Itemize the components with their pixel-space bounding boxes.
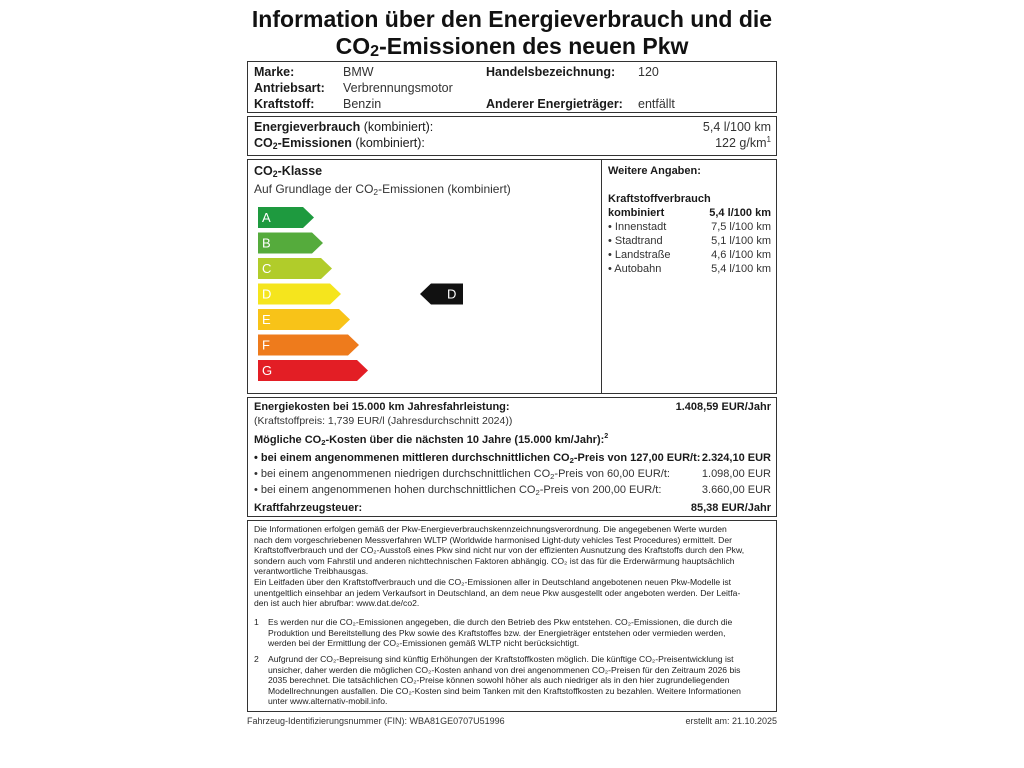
footnote-2-line: unsicher, daher werden die möglichen CO₂-Kosten anhand von drei angenommenen CO₂-Preisen für den Zeitraum 2026 bis — [268, 664, 741, 675]
drive-value: Verbrennungsmotor — [343, 81, 453, 95]
further-item-value: 4,6 l/100 km — [711, 249, 771, 261]
further-item-label: • Autobahn — [608, 263, 662, 275]
footnotes-intro-line: Die Informationen erfolgen gemäß der Pkw-Energieverbrauchskennzeichnungsverordnung. Die angegebenen Werte wurden — [254, 524, 727, 534]
vehicle-tax-value: 85,38 EUR/Jahr — [690, 502, 771, 514]
co2-class-g-letter: G — [262, 363, 273, 378]
co2-class-e-arrow — [258, 309, 350, 330]
footnote-2-line: 2035 berechnet. Die tatsächlichen CO₂-Preise können sowohl höher als auch niedriger als in den hier zugrundeliegenden — [268, 675, 730, 686]
co2-cost-row-label: • bei einem angenommenen mittleren durchschnittlichen $CO_2$-Preis von 127,00 EUR/t: — [254, 452, 701, 465]
footnote-1-line: Es werden nur die CO₂-Emissionen angegeben, die durch den Betrieb des Pkw entstehen. CO₂-Emissionen, die durch die — [268, 617, 733, 627]
further-item-value: 7,5 l/100 km — [711, 221, 771, 233]
footnote-2-line: Modellrechnungen ausfallen. Die CO₂-Kosten sind beim Tanken mit den Kraftstoffkosten zu bezahlen. Weitere Informationen — [268, 685, 741, 696]
co2-class-c-letter: C — [262, 261, 272, 276]
combined-label: kombiniert — [608, 207, 665, 219]
energy-consumption-label: Energieverbrauch (kombiniert): — [254, 120, 434, 134]
current-class-indicator — [420, 284, 463, 305]
co2-class-b-letter: B — [262, 235, 271, 251]
co2-class-f-letter: F — [262, 337, 270, 353]
co2-costs-heading: Mögliche $CO_2$-Kosten über die nächsten 10 Jahre (15.000 km/Jahr):$^2$ — [254, 432, 609, 447]
footnote-2 — [268, 654, 741, 707]
co2-cost-row-value: 3.660,00 EUR — [701, 484, 771, 496]
further-item-label: • Innenstadt — [608, 221, 667, 233]
footnote-1 — [268, 617, 732, 649]
co2-emissions-label: $CO_2$-Emissionen (kombiniert): — [254, 136, 425, 151]
page-title-line1: Information über den Energieverbrauch und die — [251, 6, 773, 32]
footnotes-intro-line: den ist auch hier abrufbar: www.dat.de/co2. — [254, 598, 420, 609]
vehicle-tax-label: Kraftfahrzeugsteuer: — [254, 502, 363, 514]
co2-class-f-arrow — [258, 335, 359, 356]
footnotes-intro-line: verantwortliche Treibhausgas. — [254, 566, 369, 577]
co2-class-heading: $CO_2$-Klasse — [254, 164, 323, 179]
co2-class-g-arrow — [258, 360, 368, 381]
footnotes-intro — [254, 524, 744, 609]
footnote-2-number: 2 — [254, 654, 259, 664]
fuel-price-note: (Kraftstoffpreis: 1,739 EUR/l (Jahresdurchschnitt 2024)) — [254, 415, 513, 427]
footnote-2-line: Aufgrund der CO₂-Bepreisung sind künftig Erhöhungen der Kraftstoffkosten möglich. Die künftige CO₂-Preisentwicklung ist — [268, 654, 734, 664]
page-title-line2: $CO_2$-Emissionen des neuen Pkw — [335, 33, 689, 60]
footnote-1-line: Produktion und Bereitstellung des Pkw sowie des Kraftstoffes bzw. der Energieträger entstehen oder vermieden werden, — [268, 627, 726, 638]
further-item-label: • Stadtrand — [608, 235, 663, 247]
co2-class-d-letter: D — [262, 286, 272, 302]
further-info-heading: Weitere Angaben: — [608, 165, 701, 177]
co2-class-a-arrow — [258, 207, 314, 228]
model-value: 120 — [638, 65, 659, 79]
co2-class-e-letter: E — [262, 312, 271, 327]
combined-value: 5,4 l/100 km — [709, 207, 771, 219]
other-energy-value: entfällt — [638, 97, 675, 111]
further-item-label: • Landstraße — [608, 249, 671, 261]
co2-class-basis: Auf Grundlage der $CO_2$-Emissionen (kombiniert) — [254, 182, 511, 197]
further-item-value: 5,1 l/100 km — [711, 235, 771, 247]
co2-cost-row-label: • bei einem angenommenen hohen durchschnittlichen $CO_2$-Preis von 200,00 EUR/t: — [254, 484, 662, 497]
brand-label: Marke: — [254, 65, 295, 79]
co2-emissions-value: 122 $g/km^1$ — [715, 135, 771, 150]
footnotes-intro-line: Ein Leitfaden über den Kraftstoffverbrauch und die CO₂-Emissionen aller in Deutschland angebotenen neuen Pkw-Modelle ist — [254, 576, 732, 587]
energy-costs-value: 1.408,59 EUR/Jahr — [675, 401, 771, 413]
fuel-value: Benzin — [343, 97, 382, 111]
fuel-label: Kraftstoff: — [254, 97, 315, 111]
footnotes-intro-line: unentgeltlich einsehbar an jedem Verkaufsort in Deutschland, an dem neue Pkw ausgestellt oder angeboten werden. Der Leitfa- — [254, 587, 741, 598]
energy-costs-label: Energiekosten bei 15.000 km Jahresfahrleistung: — [254, 401, 510, 413]
brand-value: BMW — [343, 65, 374, 79]
footnote-1-number: 1 — [254, 617, 259, 627]
footnotes-intro-line: Kraftstoffverbrauch und der CO₂-Ausstoß eines Pkw sind nicht nur von der effizienten Ausnutzung des Kraftstoffs durch den Pkw, — [254, 545, 745, 556]
co2-class-d-arrow — [258, 284, 341, 305]
co2-cost-row-value: 2.324,10 EUR — [701, 452, 771, 464]
co2-class-a-letter: A — [262, 210, 271, 225]
created-date: erstellt am: 21.10.2025 — [685, 716, 777, 726]
other-energy-label: Anderer Energieträger: — [486, 97, 623, 111]
energy-consumption-value: 5,4 l/100 km — [702, 120, 771, 134]
footnote-1-line: werden bei der Ermittlung der CO₂-Emissionen gemäß WLTP nicht berücksichtigt. — [268, 638, 580, 649]
co2-class-b-arrow — [258, 233, 323, 254]
model-label: Handelsbezeichnung: — [486, 65, 616, 79]
current-class-letter: D — [447, 286, 457, 302]
co2-cost-row-value: 1.098,00 EUR — [701, 468, 771, 480]
fuel-consumption-label: Kraftstoffverbrauch — [608, 193, 711, 205]
co2-cost-row-label: • bei einem angenommenen niedrigen durchschnittlichen $CO_2$-Preis von 60,00 EUR/t: — [254, 468, 670, 481]
footnote-2-line: unter www.alternativ-mobil.info. — [268, 696, 388, 707]
footnotes-intro-line: sondern auch vom Fahrstil und anderen nichttechnischen Faktoren abhängig. CO₂ ist das für die Erderwärmung hauptsächlich — [254, 555, 735, 566]
drive-label: Antriebsart: — [254, 81, 325, 95]
footnotes-intro-line: nach dem vorgeschriebenen Messverfahren WLTP (Worldwide harmonised Light-duty vehicles Test Procedures) ermittelt. Der — [254, 534, 732, 545]
co2-class-c-arrow — [258, 258, 332, 279]
further-item-value: 5,4 l/100 km — [711, 263, 771, 275]
fin-text: Fahrzeug-Identifizierungsnummer (FIN): WBA81GE0707U51996 — [247, 716, 505, 726]
